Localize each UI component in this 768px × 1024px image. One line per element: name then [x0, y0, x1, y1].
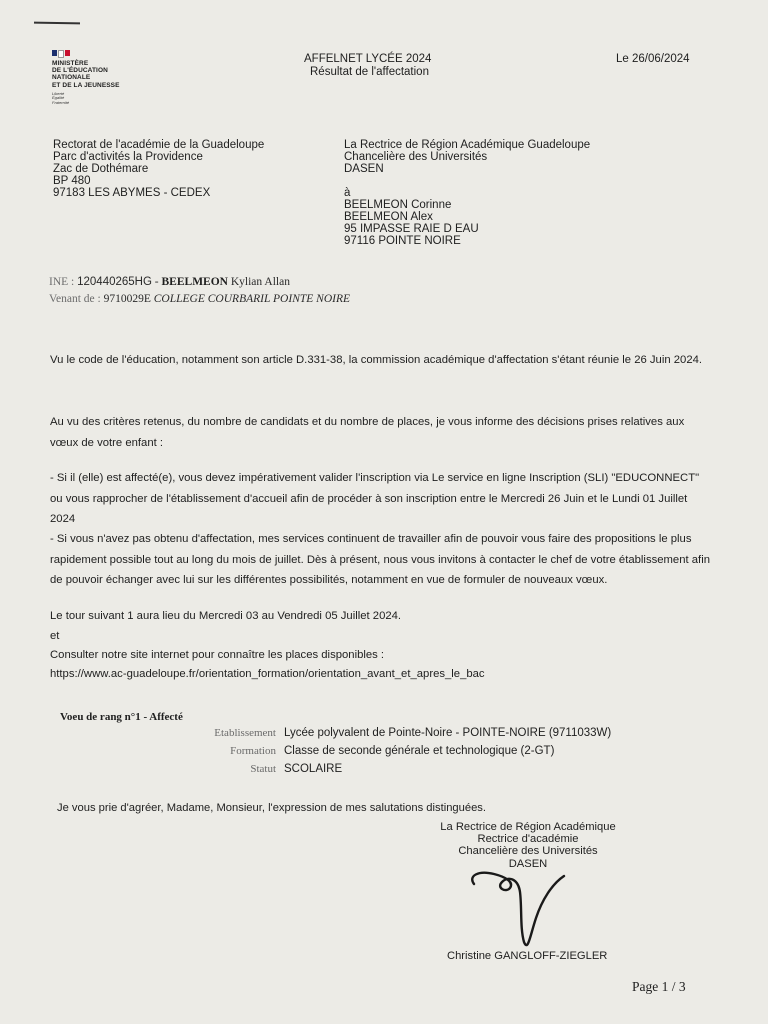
signature-line: Rectrice d'académie [477, 833, 579, 846]
origin-school: COLLEGE COURBARIL POINTE NOIRE [153, 293, 351, 305]
voeu-row-statut [160, 763, 720, 775]
voeu-label: Formation [230, 745, 276, 757]
document-subtitle: Résultat de l'affectation [310, 66, 429, 78]
student-ine-line: INE : 120440265HG - BEELMEON Kylian Allan [49, 276, 290, 288]
paragraph-legal: Vu le code de l'éducation, notamment son article D.331-38, la commission académique d'affectation s'étant réunie le 26 Juin 2024. [50, 354, 703, 366]
recipient-line: BEELMEON Alex [344, 211, 433, 223]
student-origin-line: Venant de : 9710029E COLLEGE COURBARIL POINTE NOIRE [49, 293, 351, 305]
document-title: AFFELNET LYCÉE 2024 [304, 53, 432, 65]
scan-mark [34, 22, 80, 25]
sender-line: Rectorat de l'académie de la Guadeloupe [53, 139, 265, 151]
document-date: Le 26/06/2024 [616, 53, 690, 65]
signature-block [420, 821, 636, 870]
voeu-value: SCOLAIRE [284, 763, 343, 775]
signer-name: Christine GANGLOFF-ZIEGLER [447, 950, 608, 962]
page-number: Page 1 / 3 [632, 979, 686, 994]
origin-code: 9710029E [103, 293, 151, 305]
paragraph-not-assigned: - Si vous n'avez pas obtenu d'affectation, mes services continuent de travailler afin de pouvoir vous faire des propositions le plus rapidement possible tout au long du mois de juillet. Dès à présent, nous vous invitons à contacter le chef de votre établissement afin de pouvoir échanger avec lui sur les différentes possibilités, notamment en vue de formuler de nouveaux vœux. [50, 533, 710, 586]
sender-line: Parc d'activités la Providence [53, 151, 203, 163]
authority-line: DASEN [344, 163, 384, 175]
voeu-value: Classe de seconde générale et technologique (2-GT) [284, 745, 555, 757]
ministry-logo [52, 50, 142, 105]
authority-block [344, 139, 590, 175]
student-ine: 120440265HG [77, 276, 152, 288]
voeu-label: Etablissement [214, 727, 276, 739]
voeu-value: Lycée polyvalent de Pointe-Noire - POINTE-NOIRE (9711033W) [284, 727, 612, 739]
logo-motto: Liberté Égalité Fraternité [52, 90, 70, 105]
website-link[interactable]: https://www.ac-guadeloupe.fr/orientation_formation/orientation_avant_et_apres_le_bac [50, 668, 485, 680]
paragraph-intro: Au vu des critères retenus, du nombre de candidats et du nombre de places, je vous informe des décisions prises relatives aux vœux de votre enfant : [50, 416, 685, 449]
recipient-line: 97116 POINTE NOIRE [344, 235, 461, 247]
voeu-row-formation [160, 745, 720, 757]
sender-line: BP 480 [53, 175, 91, 187]
logo-line: NATIONALE [52, 74, 91, 82]
paragraph-website: Consulter notre site internet pour connaître les places disponibles : [50, 649, 385, 661]
authority-line: Chancelière des Universités [344, 151, 488, 163]
french-flag-icon [52, 50, 142, 58]
recipient-line: BEELMEON Corinne [344, 199, 452, 211]
paragraph-assigned: - Si il (elle) est affecté(e), vous devez impérativement valider l'inscription via Le service en ligne Inscription (SLI) "EDUCONNECT" ou vous rapprocher de l'établissement d'accueil afin de procéder à son inscription entre le Mercredi 26 Juin et le Lundi 01 Juillet 2024 [50, 472, 700, 525]
student-info [49, 274, 350, 308]
paragraph-and: et [50, 630, 60, 642]
closing-formula: Je vous prie d'agréer, Madame, Monsieur, l'expression de mes salutations distinguées. [57, 802, 487, 814]
voeu-title: Voeu de rang n°1 - Affecté [60, 711, 183, 723]
logo-line: DE L'ÉDUCATION [52, 67, 108, 75]
logo-line: MINISTÈRE [52, 60, 89, 67]
recipient-line: 95 IMPASSE RAIE D EAU [344, 223, 479, 235]
signature-line: La Rectrice de Région Académique [440, 821, 616, 833]
sender-line: 97183 LES ABYMES - CEDEX [53, 187, 211, 199]
sender-address [53, 139, 264, 199]
paragraph-next-round: Le tour suivant 1 aura lieu du Mercredi 03 au Vendredi 05 Juillet 2024. [50, 610, 402, 622]
logo-line: ET DE LA JEUNESSE [52, 81, 120, 89]
voeu-label: Statut [250, 763, 276, 775]
authority-line: La Rectrice de Région Académique Guadeloupe [344, 139, 591, 151]
signature-line: Chancelière des Universités [458, 845, 598, 858]
document-header [304, 53, 431, 79]
signature-line: DASEN [508, 857, 548, 870]
sender-line: Zac de Dothémare [53, 163, 149, 175]
recipient-prefix: à [344, 187, 351, 199]
handwritten-signature [466, 866, 576, 956]
recipient-address [344, 187, 479, 247]
voeu-row-etablissement [160, 727, 720, 739]
student-firstnames: Kylian Allan [227, 276, 290, 288]
student-surname: BEELMEON [161, 276, 228, 288]
